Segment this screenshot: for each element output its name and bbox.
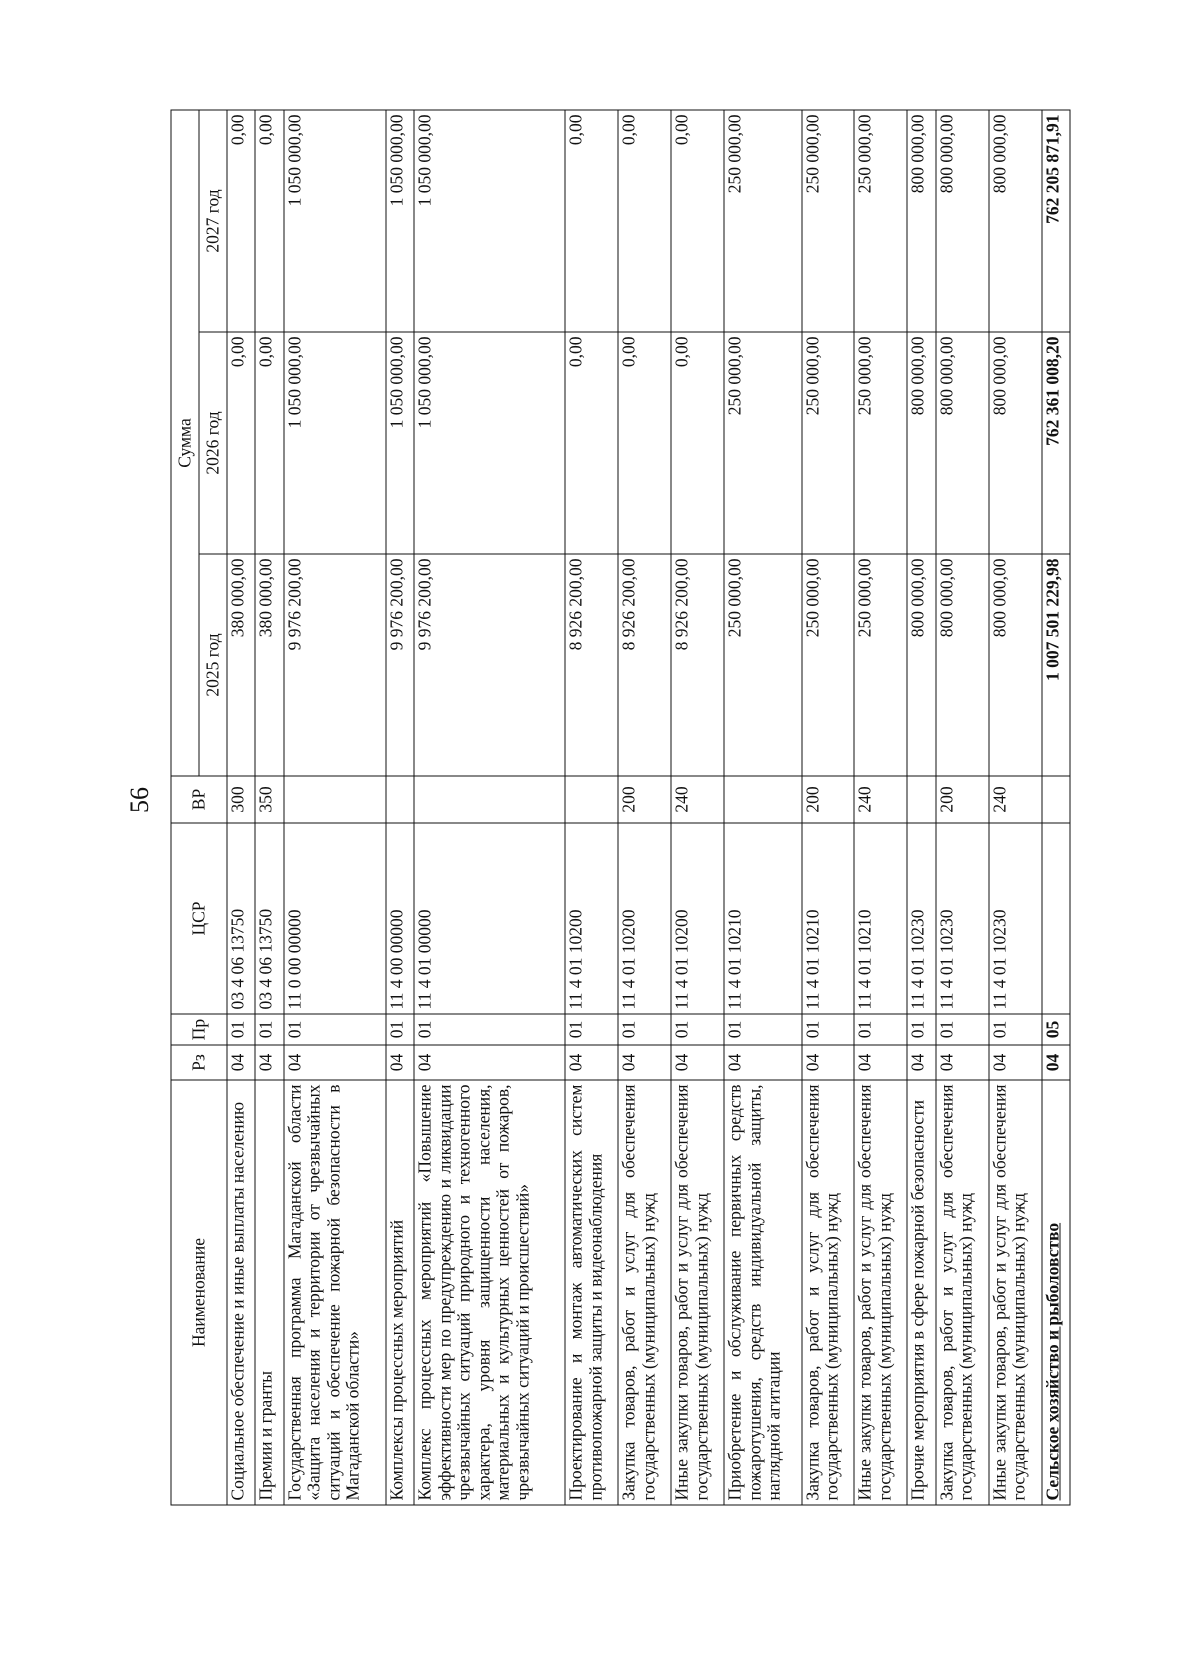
cell-pr: 01 bbox=[283, 1014, 385, 1045]
cell-rz: 04 bbox=[227, 1045, 255, 1080]
cell-2025: 250 000,00 bbox=[854, 554, 907, 776]
cell-pr: 01 bbox=[724, 1014, 802, 1045]
table-row bbox=[1041, 109, 1069, 1504]
cell-csr: 11 4 00 00000 bbox=[385, 823, 413, 1014]
cell-2026: 250 000,00 bbox=[854, 332, 907, 554]
cell-rz: 04 bbox=[907, 1045, 935, 1080]
cell-2025: 8 926 200,00 bbox=[671, 554, 724, 776]
cell-vr bbox=[283, 776, 385, 823]
cell-csr: 03 4 06 13750 bbox=[227, 823, 255, 1014]
cell-csr: 11 4 01 10230 bbox=[907, 823, 935, 1014]
cell-pr: 01 bbox=[988, 1014, 1041, 1045]
page-number bbox=[120, 770, 160, 830]
cell-2025: 250 000,00 bbox=[801, 554, 854, 776]
cell-pr: 01 bbox=[907, 1014, 935, 1045]
cell-2026: 1 050 000,00 bbox=[414, 332, 565, 554]
cell-rz: 04 bbox=[1041, 1045, 1069, 1080]
cell-rz: 04 bbox=[671, 1045, 724, 1080]
cell-name: Социальное обеспечение и иные выплаты населению bbox=[227, 1080, 255, 1505]
cell-csr: 11 4 01 10230 bbox=[935, 823, 988, 1014]
cell-2026: 0,00 bbox=[671, 332, 724, 554]
cell-2027: 0,00 bbox=[618, 109, 671, 331]
cell-csr: 11 4 01 10200 bbox=[671, 823, 724, 1014]
cell-vr: 350 bbox=[255, 776, 283, 823]
cell-name: Сельское хозяйство и рыболовство bbox=[1041, 1080, 1069, 1505]
cell-pr: 01 bbox=[385, 1014, 413, 1045]
cell-pr: 01 bbox=[854, 1014, 907, 1045]
table-row bbox=[255, 109, 283, 1504]
cell-2027: 800 000,00 bbox=[935, 109, 988, 331]
table-row bbox=[671, 109, 724, 1504]
cell-2027: 1 050 000,00 bbox=[414, 109, 565, 331]
cell-rz: 04 bbox=[385, 1045, 413, 1080]
header-sum: Сумма bbox=[171, 109, 199, 775]
cell-vr: 200 bbox=[801, 776, 854, 823]
cell-vr bbox=[565, 776, 618, 823]
cell-2027: 762 205 871,91 bbox=[1041, 109, 1069, 331]
cell-csr: 11 0 00 00000 bbox=[283, 823, 385, 1014]
cell-name: Закупка товаров, работ и услуг для обеспечения государственных (муниципальных) нужд bbox=[801, 1080, 854, 1505]
cell-csr: 11 4 01 10230 bbox=[988, 823, 1041, 1014]
cell-vr: 200 bbox=[935, 776, 988, 823]
cell-vr: 240 bbox=[988, 776, 1041, 823]
cell-name: Закупка товаров, работ и услуг для обеспечения государственных (муниципальных) нужд bbox=[935, 1080, 988, 1505]
cell-2026: 0,00 bbox=[227, 332, 255, 554]
header-2027: 2027 год bbox=[199, 109, 227, 331]
cell-rz: 04 bbox=[801, 1045, 854, 1080]
cell-vr: 200 bbox=[618, 776, 671, 823]
cell-csr: 11 4 01 10210 bbox=[854, 823, 907, 1014]
cell-2025: 250 000,00 bbox=[724, 554, 802, 776]
cell-name: Приобретение и обслуживание первичных средств пожаротушения, средств индивидуальной защиты, наглядной агитации bbox=[724, 1080, 802, 1505]
cell-2026: 800 000,00 bbox=[988, 332, 1041, 554]
table-row bbox=[414, 109, 565, 1504]
cell-2027: 0,00 bbox=[671, 109, 724, 331]
cell-2026: 0,00 bbox=[565, 332, 618, 554]
cell-2027: 0,00 bbox=[227, 109, 255, 331]
cell-name: Проектирование и монтаж автоматических систем противопожарной защиты и видеонаблюдения bbox=[565, 1080, 618, 1505]
cell-csr: 11 4 01 10200 bbox=[618, 823, 671, 1014]
cell-2026: 762 361 008,20 bbox=[1041, 332, 1069, 554]
table-row bbox=[854, 109, 907, 1504]
cell-pr: 05 bbox=[1041, 1014, 1069, 1045]
cell-2026: 0,00 bbox=[255, 332, 283, 554]
cell-name: Прочие мероприятия в сфере пожарной безопасности bbox=[907, 1080, 935, 1505]
cell-2026: 800 000,00 bbox=[935, 332, 988, 554]
cell-pr: 01 bbox=[801, 1014, 854, 1045]
cell-2025: 1 007 501 229,98 bbox=[1041, 554, 1069, 776]
cell-pr: 01 bbox=[935, 1014, 988, 1045]
cell-pr: 01 bbox=[255, 1014, 283, 1045]
cell-2027: 250 000,00 bbox=[854, 109, 907, 331]
table-row bbox=[227, 109, 255, 1504]
header-2025: 2025 год bbox=[199, 554, 227, 776]
cell-2027: 800 000,00 bbox=[988, 109, 1041, 331]
cell-name: Иные закупки товаров, работ и услуг для обеспечения государственных (муниципальных) нужд bbox=[988, 1080, 1041, 1505]
cell-2026: 1 050 000,00 bbox=[283, 332, 385, 554]
cell-rz: 04 bbox=[618, 1045, 671, 1080]
cell-vr: 240 bbox=[671, 776, 724, 823]
cell-rz: 04 bbox=[414, 1045, 565, 1080]
cell-rz: 04 bbox=[988, 1045, 1041, 1080]
cell-2025: 380 000,00 bbox=[227, 554, 255, 776]
cell-2025: 800 000,00 bbox=[988, 554, 1041, 776]
cell-2026: 1 050 000,00 bbox=[385, 332, 413, 554]
cell-vr bbox=[724, 776, 802, 823]
cell-2025: 800 000,00 bbox=[935, 554, 988, 776]
cell-2027: 800 000,00 bbox=[907, 109, 935, 331]
cell-vr bbox=[414, 776, 565, 823]
table-row bbox=[618, 109, 671, 1504]
cell-2027: 0,00 bbox=[255, 109, 283, 331]
cell-rz: 04 bbox=[724, 1045, 802, 1080]
cell-vr bbox=[385, 776, 413, 823]
cell-name: Премии и гранты bbox=[255, 1080, 283, 1505]
cell-rz: 04 bbox=[935, 1045, 988, 1080]
cell-2025: 800 000,00 bbox=[907, 554, 935, 776]
cell-2027: 0,00 bbox=[565, 109, 618, 331]
rotated-page-content bbox=[170, 110, 1070, 1505]
header-csr: ЦСР bbox=[171, 823, 227, 1014]
cell-2027: 250 000,00 bbox=[724, 109, 802, 331]
cell-2026: 800 000,00 bbox=[907, 332, 935, 554]
cell-rz: 04 bbox=[255, 1045, 283, 1080]
budget-table bbox=[170, 109, 1070, 1505]
header-vr: ВР bbox=[171, 776, 227, 823]
cell-csr: 11 4 01 10210 bbox=[801, 823, 854, 1014]
cell-pr: 01 bbox=[671, 1014, 724, 1045]
table-row bbox=[935, 109, 988, 1504]
cell-2026: 0,00 bbox=[618, 332, 671, 554]
cell-name: Иные закупки товаров, работ и услуг для обеспечения государственных (муниципальных) нужд bbox=[671, 1080, 724, 1505]
cell-2027: 1 050 000,00 bbox=[385, 109, 413, 331]
table-row bbox=[801, 109, 854, 1504]
table-row bbox=[385, 109, 413, 1504]
cell-csr: 03 4 06 13750 bbox=[255, 823, 283, 1014]
cell-2025: 8 926 200,00 bbox=[565, 554, 618, 776]
cell-name: Комплекс процессных мероприятий «Повышение эффективности мер по предупреждению и ликвидации чрезвычайных ситуаций природного и техногенного характера, уровня защищенности населения, материальных и культурных ценностей от пожаров, чрезвычайных ситуаций и происшествий» bbox=[414, 1080, 565, 1505]
header-2026: 2026 год bbox=[199, 332, 227, 554]
cell-name: Закупка товаров, работ и услуг для обеспечения государственных (муниципальных) нужд bbox=[618, 1080, 671, 1505]
cell-rz: 04 bbox=[283, 1045, 385, 1080]
header-name: Наименование bbox=[171, 1080, 227, 1505]
cell-2025: 380 000,00 bbox=[255, 554, 283, 776]
cell-vr bbox=[907, 776, 935, 823]
cell-vr bbox=[1041, 776, 1069, 823]
cell-vr: 240 bbox=[854, 776, 907, 823]
cell-pr: 01 bbox=[414, 1014, 565, 1045]
cell-name: Иные закупки товаров, работ и услуг для обеспечения государственных (муниципальных) нужд bbox=[854, 1080, 907, 1505]
table-row bbox=[283, 109, 385, 1504]
table-row bbox=[565, 109, 618, 1504]
cell-csr: 11 4 01 00000 bbox=[414, 823, 565, 1014]
cell-name: Государственная программа Магаданской области «Защита населения и территории от чрезвычайных ситуаций и обеспечение пожарной безопасности в Магаданской области» bbox=[283, 1080, 385, 1505]
cell-rz: 04 bbox=[854, 1045, 907, 1080]
cell-2026: 250 000,00 bbox=[724, 332, 802, 554]
header-pr: Пр bbox=[171, 1014, 227, 1045]
cell-pr: 01 bbox=[227, 1014, 255, 1045]
cell-2025: 9 976 200,00 bbox=[385, 554, 413, 776]
page-number-text: 56 bbox=[125, 787, 154, 813]
table-row bbox=[988, 109, 1041, 1504]
cell-csr: 11 4 01 10200 bbox=[565, 823, 618, 1014]
cell-2026: 250 000,00 bbox=[801, 332, 854, 554]
cell-vr: 300 bbox=[227, 776, 255, 823]
cell-2025: 9 976 200,00 bbox=[414, 554, 565, 776]
cell-2025: 9 976 200,00 bbox=[283, 554, 385, 776]
cell-pr: 01 bbox=[618, 1014, 671, 1045]
cell-csr: 11 4 01 10210 bbox=[724, 823, 802, 1014]
cell-2027: 1 050 000,00 bbox=[283, 109, 385, 331]
header-rz: Рз bbox=[171, 1045, 227, 1080]
cell-2027: 250 000,00 bbox=[801, 109, 854, 331]
table-row bbox=[724, 109, 802, 1504]
cell-pr: 01 bbox=[565, 1014, 618, 1045]
cell-csr bbox=[1041, 823, 1069, 1014]
table-row bbox=[907, 109, 935, 1504]
cell-2025: 8 926 200,00 bbox=[618, 554, 671, 776]
cell-rz: 04 bbox=[565, 1045, 618, 1080]
cell-name: Комплексы процессных мероприятий bbox=[385, 1080, 413, 1505]
